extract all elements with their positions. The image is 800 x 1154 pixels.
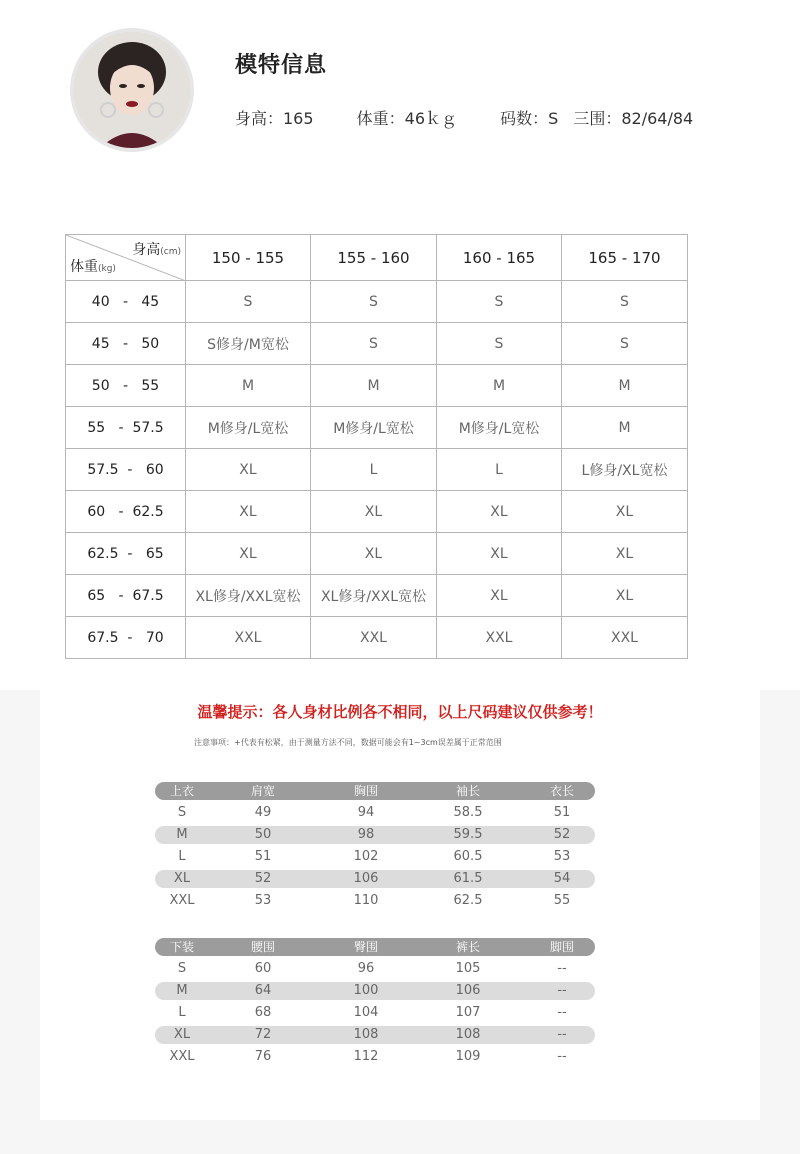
- measurement-cell: 104: [353, 1005, 379, 1020]
- measurement-header-cell: 脚围: [549, 940, 574, 954]
- model-weight: 体重：46ｋｇ: [356, 109, 458, 128]
- recommended-size-cell: XL: [186, 491, 311, 533]
- recommended-size-cell: XXL: [562, 617, 688, 659]
- measurement-cell: S: [177, 961, 187, 976]
- recommended-size-cell: L修身/XL宽松: [562, 449, 688, 491]
- measurement-cell: L: [178, 1005, 186, 1020]
- height-unit: (cm): [160, 247, 181, 257]
- recommended-size-cell: XL: [437, 491, 562, 533]
- measurement-row: [155, 1026, 595, 1044]
- recommended-size-cell: S: [437, 281, 562, 323]
- weight-range-cell: 45 - 50: [66, 323, 186, 365]
- size-guide-row: [66, 491, 688, 533]
- measurement-cell: 53: [254, 893, 272, 908]
- measurement-cell: 52: [553, 827, 571, 842]
- weight-range-cell: 67.5 - 70: [66, 617, 186, 659]
- measurement-cell: 96: [357, 961, 375, 976]
- weight-range-cell: 40 - 45: [66, 281, 186, 323]
- measurement-cell: 60: [254, 961, 272, 976]
- measurement-header-cell: 臀围: [353, 940, 378, 954]
- measurement-cell: 105: [455, 961, 481, 976]
- recommended-size-cell: S: [311, 323, 437, 365]
- measurement-cell: XXL: [169, 1049, 195, 1064]
- weight-range-cell: 65 - 67.5: [66, 575, 186, 617]
- recommended-size-cell: M修身/L宽松: [437, 407, 562, 449]
- recommended-size-cell: XL: [562, 575, 688, 617]
- size-guide-row: [66, 407, 688, 449]
- measurement-cell: 100: [353, 983, 379, 998]
- recommended-size-cell: XL: [186, 449, 311, 491]
- weight-axis-label: [70, 256, 116, 276]
- weight-range-cell: 50 - 55: [66, 365, 186, 407]
- measurement-cell: 50: [254, 827, 272, 842]
- weight-range-cell: 57.5 - 60: [66, 449, 186, 491]
- top-measurement-table: [155, 782, 595, 914]
- recommended-size-cell: XL: [186, 533, 311, 575]
- measurement-header-cell: 下装: [169, 940, 194, 954]
- weight-range-cell: 62.5 - 65: [66, 533, 186, 575]
- model-info-title: 模特信息: [235, 53, 328, 78]
- size-guide-header-row: [66, 235, 688, 281]
- weight-range-cell: 55 - 57.5: [66, 407, 186, 449]
- recommended-size-cell: XL: [562, 491, 688, 533]
- measurement-cell: 55: [553, 893, 571, 908]
- model-size: 码数：S: [500, 109, 559, 128]
- recommended-size-cell: XL: [437, 575, 562, 617]
- height-range-header: 150 - 155: [186, 235, 311, 281]
- measurement-row: [155, 1048, 595, 1066]
- recommended-size-cell: M修身/L宽松: [311, 407, 437, 449]
- measurement-row: [155, 960, 595, 978]
- measurement-cell: 108: [353, 1027, 379, 1042]
- measurement-header-cell: 腰围: [250, 940, 275, 954]
- measurement-cell: 110: [353, 893, 379, 908]
- measurement-cell: 54: [553, 871, 571, 886]
- measurement-cell: 98: [357, 827, 375, 842]
- measurement-cell: 60.5: [453, 849, 483, 864]
- measurement-cell: 76: [254, 1049, 272, 1064]
- measurement-cell: M: [176, 983, 188, 998]
- recommended-size-cell: XL: [437, 533, 562, 575]
- recommended-size-cell: XXL: [437, 617, 562, 659]
- size-guide-row: [66, 617, 688, 659]
- recommended-size-cell: M: [562, 407, 688, 449]
- recommended-size-cell: M: [562, 365, 688, 407]
- size-guide-row: [66, 323, 688, 365]
- recommended-size-cell: XXL: [186, 617, 311, 659]
- measurement-cell: XL: [173, 1027, 191, 1042]
- measurement-row: [155, 826, 595, 844]
- height-axis-label: [132, 239, 181, 259]
- weight-unit: (kg): [98, 264, 116, 274]
- measurement-row: [155, 982, 595, 1000]
- measurement-cell: 61.5: [453, 871, 483, 886]
- measurement-cell: 68: [254, 1005, 272, 1020]
- measurement-header-row: [155, 938, 595, 956]
- size-guide-row: [66, 449, 688, 491]
- measurement-header-cell: 裤长: [455, 940, 480, 954]
- weight-label-text: 体重: [70, 259, 98, 275]
- measurement-cell: --: [557, 1049, 567, 1064]
- recommended-size-cell: S: [437, 323, 562, 365]
- measurement-cell: 64: [254, 983, 272, 998]
- recommended-size-cell: M: [311, 365, 437, 407]
- measurement-cell: --: [557, 983, 567, 998]
- recommended-size-cell: XXL: [311, 617, 437, 659]
- measurement-header-cell: 肩宽: [250, 784, 275, 798]
- measurement-cell: S: [177, 805, 187, 820]
- model-height: 身高：165: [235, 109, 314, 128]
- recommended-size-cell: L: [437, 449, 562, 491]
- measurement-row: [155, 848, 595, 866]
- measurement-cell: XL: [173, 871, 191, 886]
- recommended-size-cell: M: [186, 365, 311, 407]
- measurement-header-cell: 上衣: [169, 784, 194, 798]
- measurement-cell: 109: [455, 1049, 481, 1064]
- recommended-size-cell: XL修身/XXL宽松: [186, 575, 311, 617]
- measurement-cell: M: [176, 827, 188, 842]
- height-range-header: 155 - 160: [311, 235, 437, 281]
- recommended-size-cell: S: [562, 323, 688, 365]
- measurement-header-cell: 衣长: [549, 784, 574, 798]
- recommended-size-cell: S修身/M宽松: [186, 323, 311, 365]
- recommended-size-cell: XL修身/XXL宽松: [311, 575, 437, 617]
- measurement-cell: 49: [254, 805, 272, 820]
- measurement-cell: --: [557, 1027, 567, 1042]
- size-guide-corner-cell: [66, 235, 186, 281]
- measurement-row: [155, 870, 595, 888]
- height-label-text: 身高: [132, 242, 161, 258]
- measurement-cell: 51: [254, 849, 272, 864]
- size-guide-row: [66, 575, 688, 617]
- measurement-header-row: [155, 782, 595, 800]
- measurement-cell: --: [557, 1005, 567, 1020]
- recommended-size-cell: S: [311, 281, 437, 323]
- measurement-header-cell: 胸围: [353, 784, 378, 798]
- measurement-cell: XXL: [169, 893, 195, 908]
- measurement-row: [155, 892, 595, 910]
- size-guide-row: [66, 365, 688, 407]
- measurement-cell: 58.5: [453, 805, 483, 820]
- bottom-measurement-table: [155, 938, 595, 1070]
- size-guide-row: [66, 533, 688, 575]
- size-guide-row: [66, 281, 688, 323]
- measurement-cell: 72: [254, 1027, 272, 1042]
- measurement-cell: 94: [357, 805, 375, 820]
- measurement-header-cell: 袖长: [455, 784, 480, 798]
- recommended-size-cell: L: [311, 449, 437, 491]
- measurement-cell: L: [178, 849, 186, 864]
- model-avatar: [70, 28, 194, 152]
- measurement-cell: 102: [353, 849, 379, 864]
- height-range-header: 165 - 170: [562, 235, 688, 281]
- size-advice-notice: 温馨提示：各人身材比例各不相同，以上尺码建议仅供参考！: [197, 703, 603, 721]
- recommended-size-cell: XL: [311, 533, 437, 575]
- measurement-cell: 59.5: [453, 827, 483, 842]
- measurement-row: [155, 1004, 595, 1022]
- recommended-size-cell: S: [186, 281, 311, 323]
- measurement-cell: 51: [553, 805, 571, 820]
- recommended-size-cell: M修身/L宽松: [186, 407, 311, 449]
- model-portrait-image: [74, 32, 190, 148]
- measurement-cell: 107: [455, 1005, 481, 1020]
- recommended-size-cell: M: [437, 365, 562, 407]
- recommended-size-cell: XL: [562, 533, 688, 575]
- measurement-note: 注意事项：+代表有松紧，由于测量方法不同，数据可能会有1~3cm误差属于正常范围: [194, 738, 502, 747]
- measurement-cell: 106: [353, 871, 379, 886]
- measurement-cell: 62.5: [453, 893, 483, 908]
- height-range-header: 160 - 165: [437, 235, 562, 281]
- measurement-cell: 52: [254, 871, 272, 886]
- measurement-cell: 106: [455, 983, 481, 998]
- measurement-cell: --: [557, 961, 567, 976]
- recommended-size-cell: S: [562, 281, 688, 323]
- model-stats: [235, 106, 731, 129]
- measurement-cell: 112: [353, 1049, 379, 1064]
- measurement-row: [155, 804, 595, 822]
- measurement-cell: 53: [553, 849, 571, 864]
- measurement-cell: 108: [455, 1027, 481, 1042]
- weight-range-cell: 60 - 62.5: [66, 491, 186, 533]
- model-measurements: 三围：82/64/84: [573, 109, 694, 128]
- recommended-size-cell: XL: [311, 491, 437, 533]
- size-guide-table: [65, 234, 688, 659]
